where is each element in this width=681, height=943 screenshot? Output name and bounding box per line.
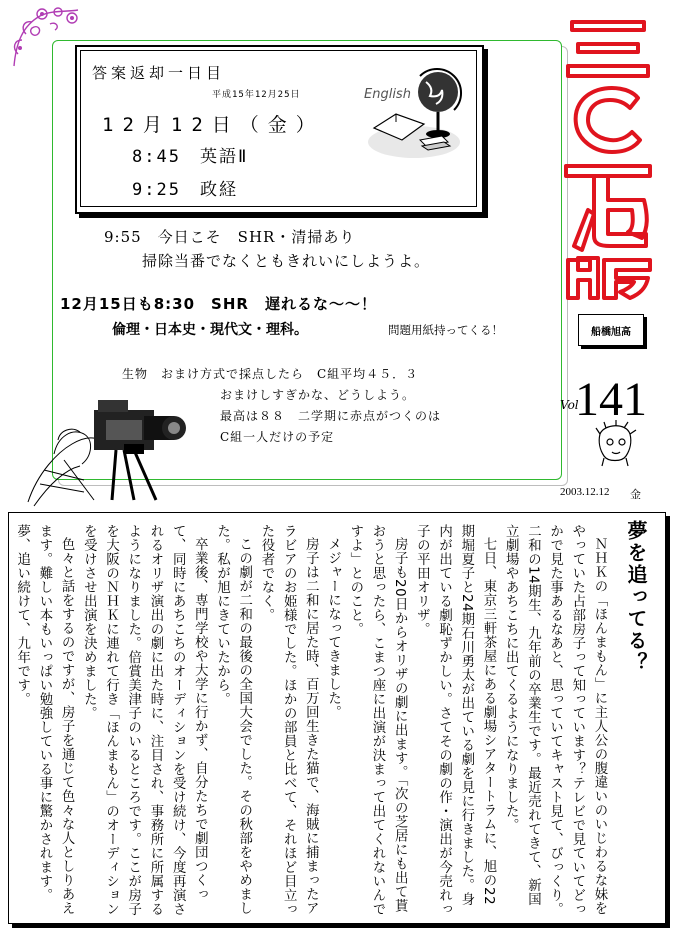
volume-label: Vol: [560, 398, 579, 412]
biology-note-line: 生物 おまけ方式で採点したら C組平均４５．３: [122, 367, 419, 381]
cleaning-notice-line: 掃除当番でなくともきれいにしようよ。: [142, 252, 431, 270]
globe-and-books-icon: [360, 62, 472, 166]
biology-note-line: C組一人だけの予定: [220, 430, 335, 444]
exam-slot-english: 8:45 英語Ⅱ: [132, 147, 249, 167]
article-paragraph: メジャーになってきました。: [325, 537, 341, 720]
biology-note-line: おまけしすぎかな、どうしよう。: [220, 388, 416, 402]
article-paragraph: 卒業後、専門学校や大学に行かず、自分たちで劇団つくって、同時にあちこちのオーディションを受け続け、今度再演されるオリザ演出の劇に出た時に、注目され、事務所に所属するようになりました。倍賞美津子のいるところです。ここが房子を大阪のＮＨＫに連れて行き「ほんまもん」のオーディションを受けさせ出演を決めました。: [81, 524, 208, 916]
article-paragraph: 七日、東京三軒茶屋にある劇場シアタートラムに、旭の22期堀夏子と24期石川勇太が出ている劇を見に行きました。身内が出ている劇恥ずかしい。さてその劇の作・演出が今売れっ子の平田オリザ。: [414, 524, 496, 916]
exam-notice-title: 答案返却一日目: [92, 64, 226, 82]
article-title: 夢を追ってる？: [624, 520, 648, 674]
svg-text:English: English: [364, 87, 411, 102]
shr-notice-line: 9:55 今日こそ SHR・清掃あり: [104, 228, 356, 246]
article-paragraph: 房子も20日からオリザの劇に出ます。「次の芝居にも出て貰おうと思ったら、こまつ座に出演が決まって出てくれないんですよ」とのこと。: [347, 524, 408, 916]
exam-slot-politics: 9:25 政経: [132, 180, 238, 200]
article-paragraph: ＮＨＫの「ほんまもん」に主人公の腹違いのいじわるな妹をやっていた占部房子って知っています？テレビで見ていてどっかで見た事あるなあと、思っていてキャスト見て、びっくり。二和の14期生、九年前の卒業生です。最近売れてきて、新国立劇場やあちこちに出てくるようになりました。: [503, 524, 607, 916]
reminder-subjects-line: 倫理・日本史・現代文・理科。: [112, 322, 308, 338]
biology-note-line: 最高は８８ 二学期に赤点がつくのは: [220, 409, 442, 423]
exam-notice-period: 平成15年12月25日: [212, 90, 301, 100]
article-paragraph: 房子は二和に居た時、百万回生きた猫で、海賊に捕まったアラビアのお姫様でした。ほかの部員と比べて、それほど目立った役者でなく。: [258, 524, 319, 916]
cameraman-illustration: [24, 380, 194, 510]
article-paragraph: この劇が二和の最後の全国大会でした。その秋部をやめました。私が旭にきていたから。: [214, 524, 252, 916]
masthead-title: [560, 10, 656, 300]
issue-weekday: 金: [630, 488, 641, 501]
school-name-badge: 船橋旭高: [578, 314, 644, 346]
volume-number: 141: [575, 373, 647, 426]
issue-date: 2003.12.12: [560, 486, 610, 498]
exam-notice-date: 12月12日（金）: [102, 114, 324, 136]
reminder-subjects-note: 問題用紙持ってくる！: [388, 323, 503, 337]
article-body: [14, 524, 610, 916]
article-paragraph: 色々と話をするのですが、房子を通じて色々な人としりあえます。難しい本もいっぱい勉強している事に驚かされます。夢、追い続けて、九年です。: [14, 524, 75, 916]
teacher-face-doodle: [590, 420, 640, 470]
reminder-shr-line: 12月15日も8:30 SHR 遅れるな～～！: [60, 295, 377, 313]
